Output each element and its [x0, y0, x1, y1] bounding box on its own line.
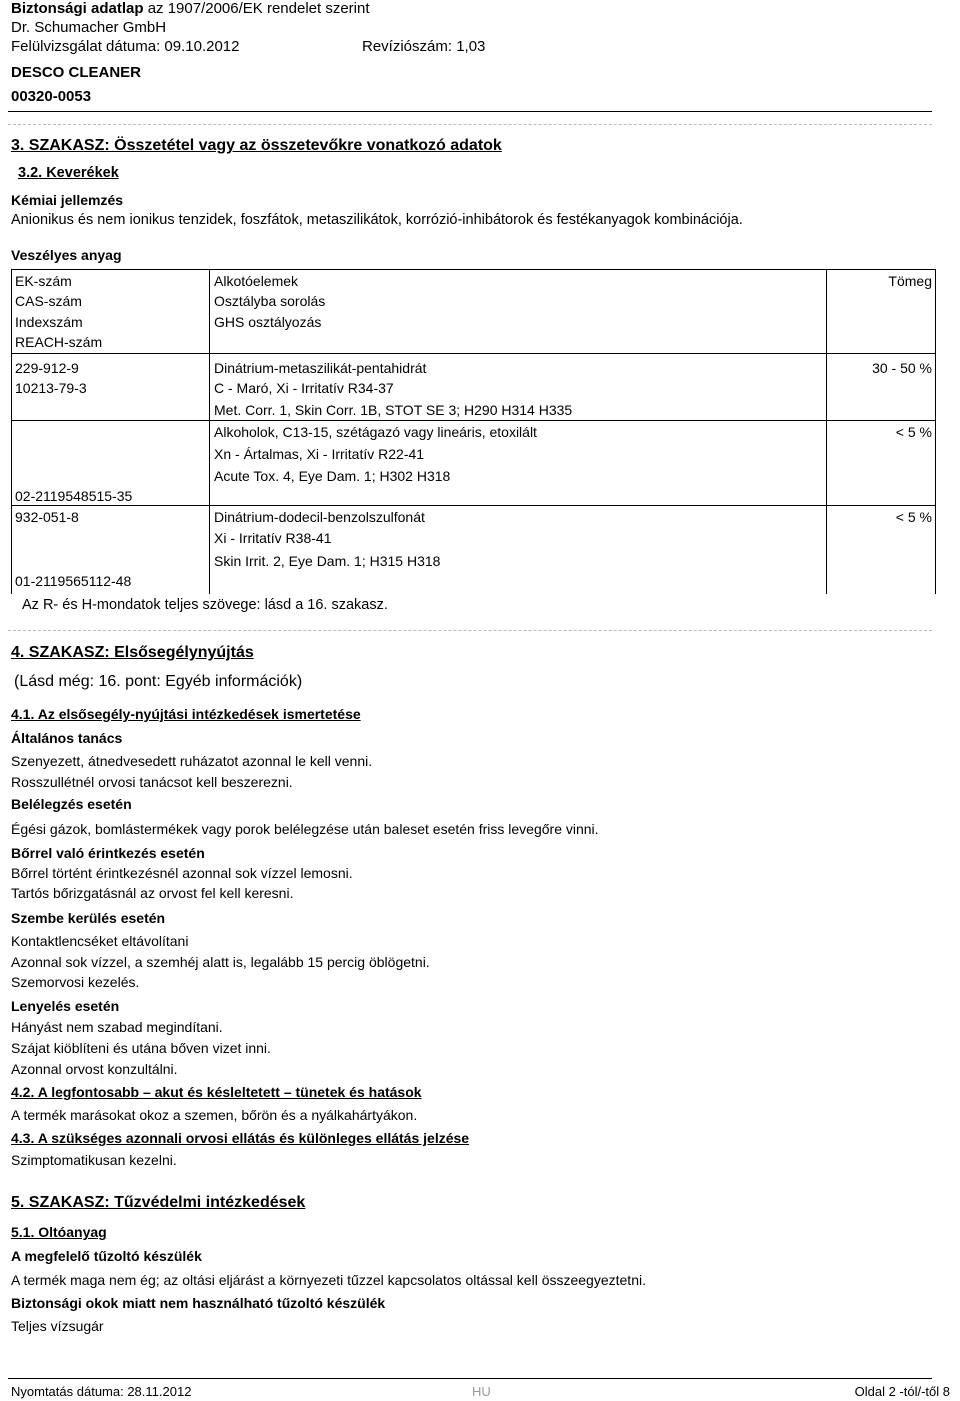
- general-advice-label: Általános tanács: [11, 730, 123, 746]
- document-title-regulation: az 1907/2006/EK rendelet szerint: [147, 0, 370, 17]
- substance-3-ghs: Skin Irrit. 2, Eye Dam. 1; H315 H318: [214, 553, 441, 569]
- substance-1-mass: 30 - 50 %: [872, 360, 932, 376]
- th-ghs-classification: GHS osztályozás: [214, 314, 322, 330]
- substance-2-ghs: Acute Tox. 4, Eye Dam. 1; H302 H318: [214, 468, 451, 484]
- table-row-divider-2: [11, 505, 935, 506]
- eye-contact-2: Azonnal sok vízzel, a szemhéj alatt is, legalább 15 percig öblögetni.: [11, 954, 430, 970]
- substance-3-name: Dinátrium-dodecil-benzolszulfonát: [214, 509, 425, 525]
- th-ek-number: EK-szám: [15, 273, 72, 289]
- substance-1-class: C - Maró, Xi - Irritatív R34-37: [214, 380, 394, 396]
- ingestion-1: Hányást nem szabad megindítani.: [11, 1019, 223, 1035]
- table-row-divider-1: [11, 420, 935, 421]
- section-4-3-heading: 4.3. A szükséges azonnali orvosi ellátás és különleges ellátás jelzése: [11, 1130, 470, 1146]
- skin-contact-1: Bőrrel történt érintkezésnél azonnal sok vízzel lemosni.: [11, 865, 353, 881]
- table-right-border: [935, 269, 936, 594]
- section-4-see-also: (Lásd még: 16. pont: Egyéb információk): [14, 673, 303, 690]
- section-3-2-heading: 3.2. Keverékek: [18, 165, 119, 181]
- substance-3-mass: < 5 %: [895, 509, 932, 525]
- language-code: HU: [472, 1384, 491, 1399]
- section-4-title: 4. SZAKASZ: Elsősegélynyújtás: [11, 644, 254, 661]
- substance-3-class: Xi - Irritatív R38-41: [214, 530, 332, 546]
- substance-1-ek: 229-912-9: [15, 360, 79, 376]
- print-date: Nyomtatás dátuma: 28.11.2012: [11, 1384, 192, 1399]
- section-3-end-divider: [8, 630, 932, 631]
- table-top-border: [11, 269, 935, 270]
- substance-1-ghs: Met. Corr. 1, Skin Corr. 1B, STOT SE 3; H290 H314 H335: [214, 402, 573, 418]
- document-title-bold: Biztonsági adatlap: [11, 0, 144, 17]
- revision-number: Revíziószám: 1,03: [362, 38, 486, 55]
- table-col-divider-1: [209, 269, 210, 594]
- general-advice-2: Rosszullétnél orvosi tanácsot kell beszerezni.: [11, 774, 293, 790]
- chem-char-label: Kémiai jellemzés: [11, 192, 124, 208]
- hazardous-substance-label: Veszélyes anyag: [11, 247, 122, 263]
- table-col-divider-2: [826, 269, 827, 594]
- eye-contact-3: Szemorvosi kezelés.: [11, 974, 140, 990]
- ingestion-label: Lenyelés esetén: [11, 998, 120, 1014]
- product-code: 00320-0053: [11, 88, 92, 105]
- section-4-3-text: Szimptomatikusan kezelni.: [11, 1152, 177, 1168]
- ingestion-3: Azonnal orvost konzultálni.: [11, 1061, 178, 1077]
- suitable-extinguisher-label: A megfelelő tűzoltó készülék: [11, 1248, 202, 1264]
- th-cas-number: CAS-szám: [15, 293, 82, 309]
- review-date: Felülvizsgálat dátuma: 09.10.2012: [11, 38, 240, 55]
- header-dashed-divider: [8, 124, 932, 125]
- substance-1-name: Dinátrium-metaszilikát-pentahidrát: [214, 360, 427, 376]
- skin-contact-2: Tartós bőrizgatásnál az orvost fel kell keresni.: [11, 885, 294, 901]
- section-4-1-heading: 4.1. Az elsősegély-nyújtási intézkedések ismertetése: [11, 706, 361, 722]
- unsuitable-extinguisher-text: Teljes vízsugár: [11, 1318, 104, 1334]
- substance-3-reach: 01-2119565112-48: [15, 573, 132, 589]
- footer-divider: [8, 1378, 932, 1379]
- th-reach-number: REACH-szám: [15, 334, 103, 350]
- section-5-title: 5. SZAKASZ: Tűzvédelmi intézkedések: [11, 1194, 306, 1211]
- substance-2-mass: < 5 %: [895, 424, 932, 440]
- table-header-bottom: [11, 353, 935, 354]
- substance-3-ek: 932-051-8: [15, 509, 79, 525]
- header-divider: [8, 111, 932, 112]
- substance-1-reach: 02-2119548515-35: [15, 488, 133, 504]
- section-3-title: 3. SZAKASZ: Összetétel vagy az összetevőkre vonatkozó adatok: [11, 137, 502, 154]
- th-index-number: Indexszám: [15, 314, 83, 330]
- r-h-phrases-note: Az R- és H-mondatok teljes szövege: lásd a 16. szakasz.: [22, 597, 388, 613]
- th-mass: Tömeg: [888, 273, 932, 289]
- skin-contact-label: Bőrrel való érintkezés esetén: [11, 845, 205, 861]
- th-classification: Osztályba sorolás: [214, 293, 326, 309]
- document-title: [11, 0, 370, 17]
- eye-contact-label: Szembe kerülés esetén: [11, 910, 166, 926]
- suitable-extinguisher-text: A termék maga nem ég; az oltási eljárást a környezeti tűzzel kapcsolatos oltással kell összeegyeztetni.: [11, 1272, 646, 1288]
- th-components: Alkotóelemek: [214, 273, 299, 289]
- section-5-1-heading: 5.1. Oltóanyag: [11, 1224, 107, 1240]
- substance-1-cas: 10213-79-3: [15, 380, 87, 396]
- page-number: Oldal 2 -tól/-től 8: [854, 1384, 950, 1399]
- chem-char-text: Anionikus és nem ionikus tenzidek, foszfátok, metaszilikátok, korrózió-inhibátorok és festékanyagok kombinációja.: [11, 212, 743, 228]
- product-name: DESCO CLEANER: [11, 64, 142, 81]
- unsuitable-extinguisher-label: Biztonsági okok miatt nem használható tűzoltó készülék: [11, 1295, 386, 1311]
- general-advice-1: Szenyezett, átnedvesedett ruházatot azonnal le kell venni.: [11, 753, 373, 769]
- ingestion-2: Szájat kiöblíteni és utána bőven vizet inni.: [11, 1040, 271, 1056]
- section-4-2-heading: 4.2. A legfontosabb – akut és késleltetett – tünetek és hatások: [11, 1084, 422, 1100]
- inhalation-label: Belélegzés esetén: [11, 796, 132, 812]
- eye-contact-1: Kontaktlencséket eltávolítani: [11, 933, 189, 949]
- table-left-border: [11, 269, 12, 594]
- substance-2-class: Xn - Ártalmas, Xi - Irritatív R22-41: [214, 446, 425, 462]
- substance-2-name: Alkoholok, C13-15, szétágazó vagy lineáris, etoxilált: [214, 424, 537, 440]
- section-4-2-text: A termék marásokat okoz a szemen, bőrön és a nyálkahártyákon.: [11, 1107, 418, 1123]
- inhalation-text: Égési gázok, bomlástermékek vagy porok belélegzése után baleset esetén friss levegőre vinni.: [11, 821, 599, 837]
- company-name: Dr. Schumacher GmbH: [11, 19, 167, 36]
